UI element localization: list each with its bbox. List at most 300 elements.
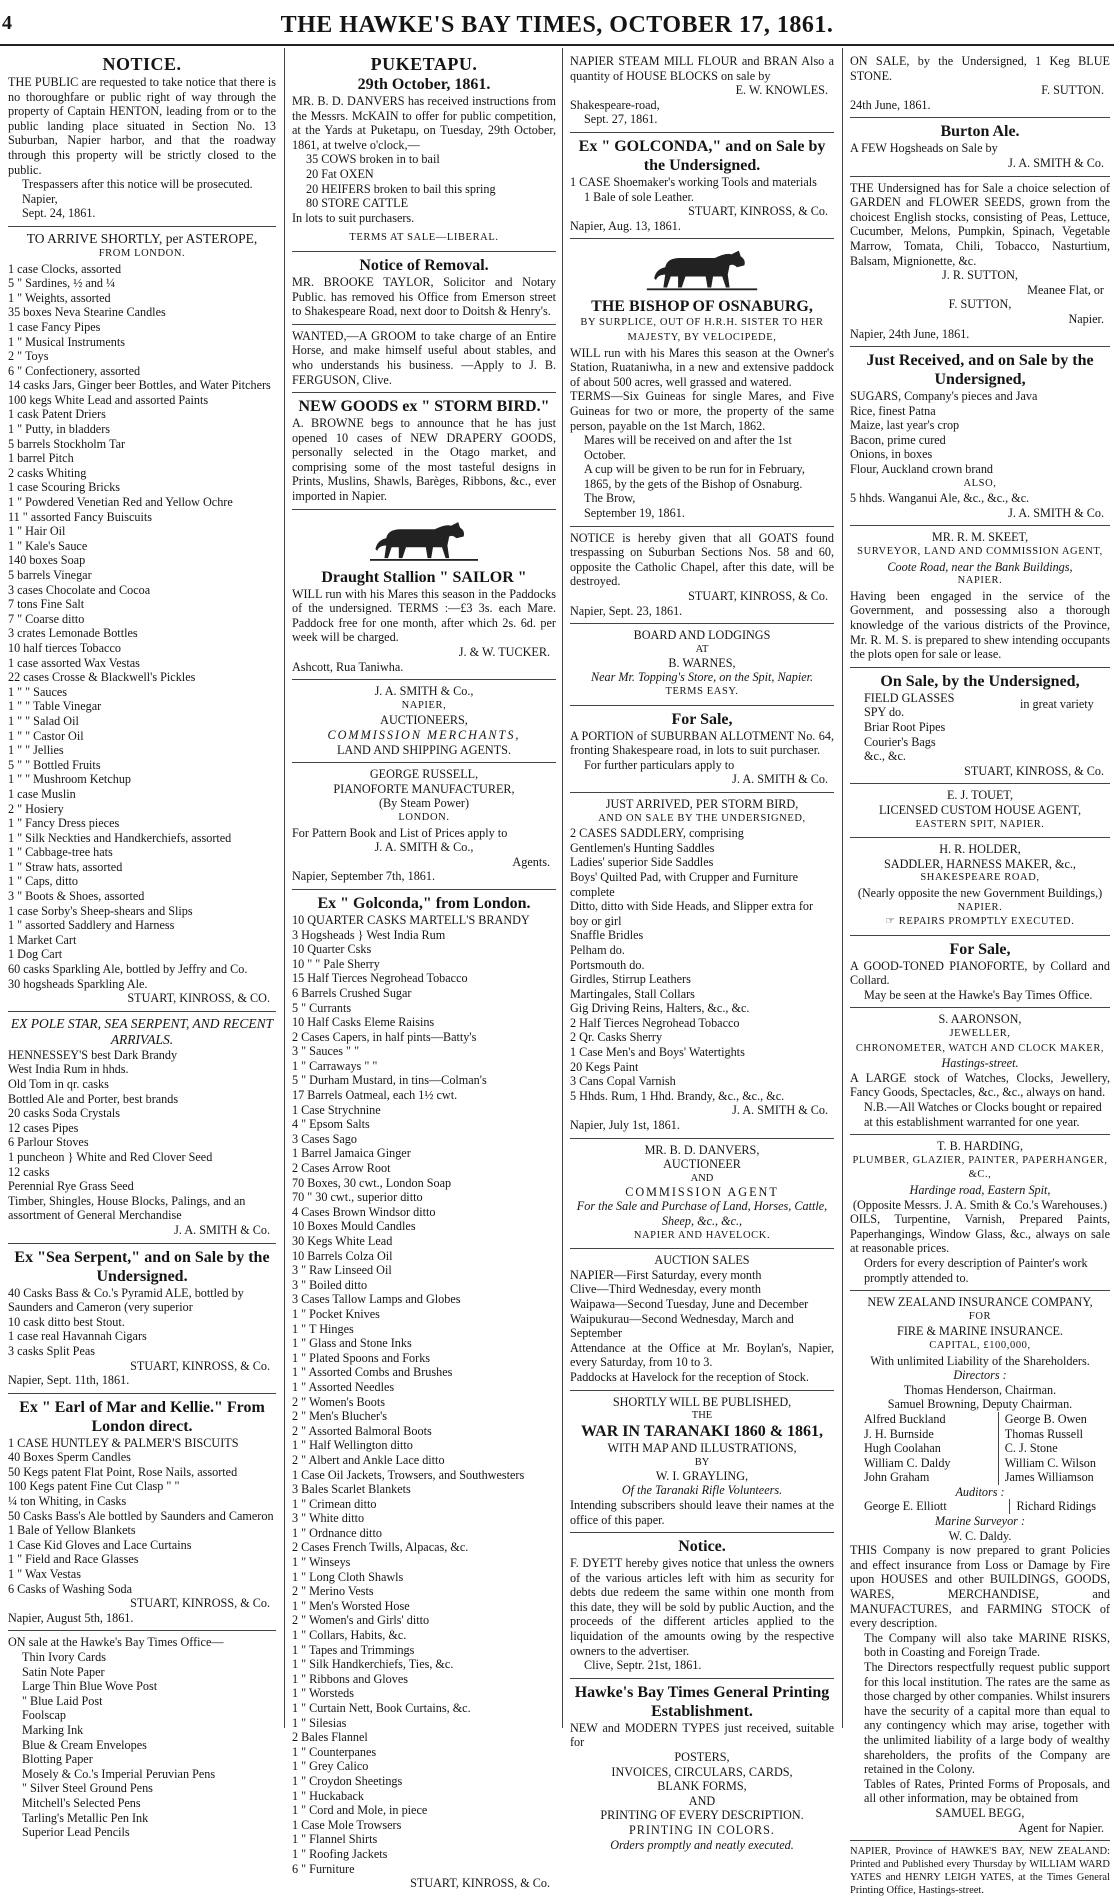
ad-text: Orders promptly and neatly executed. [610, 1837, 794, 1852]
list-item: 1 Case Mole Trowsers [292, 1817, 402, 1832]
ad-role: JEWELLER, [949, 1028, 1011, 1040]
list-item: 1 " Hair Oil [8, 524, 66, 539]
list-item: 1 " Cabbage-tree hats [8, 845, 113, 860]
list-item: 1 puncheon } White and Red Clover Seed [8, 1149, 213, 1164]
list-item: INVOICES, CIRCULARS, CARDS, [611, 1764, 793, 1779]
list-item: 1 " Cord and Mole, in piece [292, 1803, 428, 1818]
list-item: 1 " Men's Worsted Hose [292, 1598, 410, 1613]
list-item: Thin Ivory Cards [22, 1650, 106, 1664]
list-item: Briar Root Pipes [864, 719, 946, 734]
ad-title: Just Received, and on Sale by the Undersigned, [866, 352, 1094, 389]
list-item: 20 Kegs Paint [570, 1059, 639, 1074]
list-item: 3 Hogsheads } West India Rum [292, 927, 446, 942]
ad-title: Ex "Sea Serpent," and on Sale by the Undersigned. [14, 1248, 270, 1285]
list-item: 80 STORE CATTLE [306, 196, 409, 211]
ad-place: SHAKESPEARE ROAD, [920, 872, 1040, 884]
ad-place: Shakespeare-road, [570, 97, 660, 112]
list-item: 2 Qr. Casks Sherry [570, 1030, 663, 1045]
ad-text: A FEW Hogsheads on Sale by [850, 141, 998, 156]
column-1 [4, 50, 280, 1840]
ad-text: A. BROWNE begs to announce that he has just opened 10 cases of NEW DRAPERY GOODS, personally selected in the Otago market, and comprising some of the most tasteful designs in Prints, Muslins, Shawls, Barèges, Ribbons, &c., ever imported in Napier. [292, 416, 556, 504]
ad-title: E. J. TOUET, [946, 788, 1013, 803]
list-item: 10 Half Casks Eleme Raisins [292, 1015, 435, 1030]
ad-title: For Sale, [949, 940, 1011, 958]
list-item: Pelham do. [570, 942, 625, 957]
ad-place: The Brow, [584, 491, 636, 506]
auditor: George E. Elliott [864, 1499, 947, 1514]
list-item: Ditto, ditto with Side Heads, and Slipper extra for boy or girl [570, 899, 814, 928]
list-item: 1 Case Oil Jackets, Trowsers, and Southwesters [292, 1467, 525, 1482]
ad-title: Ex " Earl of Mar and Kellie." From London direct. [19, 1398, 265, 1435]
ad-title: NEW GOODS ex " STORM BIRD." [298, 398, 550, 416]
director-name: George B. Owen [1004, 1411, 1087, 1426]
ad-sign: STUART, KINROSS, & CO. [127, 991, 270, 1006]
ad-text: For the Sale and Purchase of Land, Horses, Cattle, Sheep, &c., &c., [576, 1199, 828, 1228]
ad-sign: F. SUTTON, [948, 297, 1012, 312]
ad-place: Napier. [1068, 311, 1104, 326]
list-item: Timber, Shingles, House Blocks, Palings, and an assortment of General Merchandise [8, 1193, 246, 1223]
ad-title: TO ARRIVE SHORTLY, per ASTEROPE, [26, 230, 258, 246]
list-item: 1 " " Salad Oil [8, 713, 79, 728]
ad-date: Napier, July 1st, 1861. [570, 1118, 680, 1133]
list-item: 1 " Carraways " " [292, 1058, 378, 1073]
list-item: Foolscap [22, 1708, 67, 1723]
ad-heading: Marine Surveyor : [934, 1514, 1026, 1529]
ad-place: Ashcott, Rua Taniwha. [292, 659, 404, 674]
list-item: 1 case Scouring Bricks [8, 480, 121, 495]
list-item: Mitchell's Selected Pens [22, 1795, 141, 1810]
column-rule [562, 48, 563, 1728]
ad-removal [292, 252, 556, 325]
list-item: Onions, in boxes [850, 447, 933, 462]
ad-title: PUKETAPU. [370, 54, 478, 74]
list-item: 1 barrel Pitch [8, 451, 74, 466]
ad-title: MR. R. M. SKEET, [931, 530, 1029, 545]
list-item: 70 Boxes, 30 cwt., London Soap [292, 1175, 452, 1190]
list-item: 2 " Women's and Girls' ditto [292, 1613, 430, 1628]
list-item: 35 COWS broken in to bail [306, 152, 440, 167]
ad-blue-stone [850, 50, 1110, 118]
ad-text: THE [691, 1410, 713, 1422]
list-item: 1 case Clocks, assorted [8, 261, 122, 276]
list-item: 1 " Powdered Venetian Red and Yellow Ochre [8, 495, 233, 510]
ad-text: A LARGE stock of Watches, Clocks, Jewellery, Fancy Goods, Spectacles, &c., &c., always on hand. [850, 1070, 1110, 1100]
list-item: 1 " " Table Vinegar [8, 699, 102, 714]
list-item: Girdles, Stirrup Leathers [570, 972, 691, 987]
ad-text: THIS Company is now prepared to grant Policies and effect insurance from Loss or Damage by Fire upon HOUSES and other BUILDINGS, GOODS, WARES, MERCHANDISE, and MANUFACTURES, and FARMING STOCK of every description. [850, 1543, 1110, 1631]
ad-title: For Sale, [671, 710, 733, 728]
ad-just-received [850, 347, 1110, 526]
list-item: 1 " Silesias [292, 1715, 347, 1730]
ad-text: 5 hhds. Wanganui Ale, &c., &c., &c. [850, 491, 1030, 506]
list-item: " Silver Steel Ground Pens [22, 1781, 153, 1796]
ad-title: EX POLE STAR, SEA SERPENT, AND RECENT ARRIVALS. [10, 1015, 274, 1047]
list-item: 6 Barrels Crushed Sugar [292, 985, 412, 1000]
imprint: NAPIER, Province of HAWKE'S BAY, NEW ZEALAND: Printed and Published every Thursday by WILLIAM WARD YATES and HENRY LEIGH YATES, at the Times General Printing Office, Hastings-street. [850, 1846, 1110, 1897]
ad-text: The Company will also take MARINE RISKS, both in Coasting and Foreign Trade. [864, 1630, 1110, 1660]
newspaper-title: THE HAWKE'S BAY TIMES, OCTOBER 17, 1861. [280, 12, 834, 38]
list-item: Clive—Third Wednesday, every month [570, 1282, 761, 1297]
ad-danvers [570, 1139, 834, 1250]
ad-date: September 19, 1861. [584, 506, 685, 521]
ad-text: For further particulars apply to [584, 757, 735, 772]
horse-icon [646, 247, 758, 293]
list-item: 1 " Counterpanes [292, 1744, 377, 1759]
ad-role: PLUMBER, GLAZIER, PAINTER, PAPERHANGER, &C., [852, 1154, 1108, 1181]
list-item: Mosely & Co.'s Imperial Peruvian Pens [22, 1766, 216, 1781]
list-item: Blotting Paper [22, 1752, 93, 1767]
ad-name: B. WARNES, [668, 655, 736, 670]
ad-touet [850, 784, 1110, 838]
item-list [850, 691, 1020, 764]
list-item: 1 " Crimean ditto [292, 1496, 377, 1511]
list-item: 1 " Plated Spoons and Forks [292, 1350, 431, 1365]
ad-text: WILL run with his Mares this season in the Paddocks of the undersigned. TERMS :—£3 3s. each Mare. Paddock free for one month, after which 2s. 6d. per week will be charged. [292, 586, 556, 645]
ad-text: 10 QUARTER CASKS MARTELL'S BRANDY [292, 912, 530, 927]
ad-sign: J. A. SMITH & Co., [374, 840, 474, 855]
page-number: 4 [2, 12, 12, 34]
ad-text: Intending subscribers should leave their names at the office of this paper. [570, 1497, 834, 1527]
ad-date: Napier, Sept. 23, 1861. [570, 603, 683, 618]
list-item: HENNESSEY'S best Dark Brandy [8, 1047, 178, 1062]
list-item: 20 casks Soda Crystals [8, 1106, 121, 1121]
ad-title: Burton Ale. [940, 123, 1020, 141]
ad-title: BOARD AND LODGINGS [633, 628, 771, 643]
ad-text: TERMS—Six Guineas for single Mares, and Five Guineas for two or more, the property of the same person, payable on the 1st March, 1862. [570, 389, 834, 433]
list-item: 1 case assorted Wax Vestas [8, 655, 140, 670]
list-item: FIELD GLASSES [864, 690, 955, 705]
list-item: 1 " Wax Vestas [8, 1567, 81, 1582]
list-item: Large Thin Blue Wove Post [22, 1679, 158, 1694]
ad-text: PRINTING IN COLORS. [629, 1823, 775, 1837]
ad-text: W. C. Daldy. [948, 1528, 1012, 1543]
ad-asterope [8, 227, 276, 1012]
list-item: 1 " assorted Saddlery and Harness [8, 918, 175, 933]
ad-title: WAR IN TARANAKI 1860 & 1861, [580, 1423, 824, 1441]
ad-date: 24th June, 1861. [850, 97, 931, 112]
item-list [8, 1436, 276, 1597]
list-item: 1 " Kale's Sauce [8, 538, 88, 553]
list-item: Flour, Auckland crown brand [850, 462, 994, 477]
ad-text: A cup will be given to be run for in February, 1865, by the gets of the Bishop of Osnaburg. [584, 462, 805, 491]
list-item: 1 " Musical Instruments [8, 334, 126, 349]
ad-text: 1 CASE Shoemaker's working Tools and materials [570, 174, 817, 189]
list-item: PRINTING OF EVERY DESCRIPTION. [600, 1808, 804, 1823]
ad-golconda-tools [570, 133, 834, 239]
list-item: 1 " Silk Neckties and Handkerchiefs, assorted [8, 830, 232, 845]
ad-role: SADDLER, HARNESS MAKER, &c., [884, 856, 1076, 871]
item-list [570, 1268, 834, 1341]
ad-aaronson [850, 1008, 1110, 1135]
list-item: 1 " Croydon Sheetings [292, 1773, 403, 1788]
list-item: 1 " " Sauces [8, 684, 68, 699]
ad-place: LONDON. [398, 811, 450, 823]
list-item: ¼ ton Whiting, in Casks [8, 1494, 127, 1509]
ad-title: AUCTION SALES [654, 1253, 750, 1268]
ad-title: Ex " Golconda," from London. [317, 894, 531, 912]
list-item: 1 " Assorted Combs and Brushes [292, 1365, 453, 1380]
ad-terms: TERMS AT SALE—LIBERAL. [349, 232, 499, 244]
list-item: 5 " Currants [292, 1000, 352, 1015]
ad-printing [570, 1679, 834, 1857]
ad-role: LICENSED CUSTOM HOUSE AGENT, [878, 802, 1081, 817]
ad-title: Draught Stallion " SAILOR " [321, 568, 527, 586]
list-item: 2 casks Whiting [8, 465, 87, 480]
ad-title: THE BISHOP OF OSNABURG, [591, 298, 813, 316]
ad-sign: STUART, KINROSS, & Co. [688, 204, 828, 219]
horse-icon [370, 518, 478, 564]
item-list [570, 826, 834, 1103]
ad-subtitle: FIRE & MARINE INSURANCE. [897, 1324, 1063, 1339]
list-item: 70 " 30 cwt., superior ditto [292, 1190, 423, 1205]
ad-field-glasses [850, 668, 1110, 785]
list-item: 6 " Furniture [292, 1861, 355, 1876]
ad-role: AUCTIONEERS, [380, 713, 468, 728]
list-item: 30 Kegs White Lead [292, 1234, 393, 1248]
ad-role: SURVEYOR, LAND AND COMMISSION AGENT, [857, 546, 1103, 558]
list-item: Blue & Cream Envelopes [22, 1737, 147, 1752]
ad-role: AUCTIONEER [663, 1157, 741, 1172]
ad-role: LAND AND SHIPPING AGENTS. [336, 742, 512, 757]
ad-text: N.B.—All Watches or Clocks bought or repaired at this establishment warranted for one year. [864, 1100, 1102, 1129]
ad-text: Tables of Rates, Printed Forms of Proposals, and all other information, may be obtained from [864, 1776, 1110, 1806]
list-item: 3 " Boots & Shoes, assorted [8, 889, 145, 904]
list-item: 1 Dog Cart [8, 947, 63, 962]
ad-text: Trespassers after this notice will be prosecuted. [22, 177, 253, 192]
list-item: 100 kegs White Lead and assorted Paints [8, 392, 209, 407]
list-item: 11 " assorted Fancy Buiscuits [8, 509, 152, 524]
ad-title: Ex " GOLCONDA," and on Sale by the Undersigned. [578, 137, 826, 174]
ad-text: NAPIER STEAM MILL FLOUR and BRAN Also a quantity of HOUSE BLOCKS on sale by [570, 54, 834, 83]
ad-text: CAPITAL, £100,000, [929, 1339, 1031, 1351]
list-item: 3 Cases Tallow Lamps and Globes [292, 1292, 461, 1307]
ad-sign: Napier, [22, 191, 58, 206]
list-item: Gig Driving Reins, Halters, &c., &c. [570, 1001, 750, 1016]
list-item: 50 Kegs patent Flat Point, Rose Nails, assorted [8, 1464, 238, 1479]
list-item: Portsmouth do. [570, 957, 645, 972]
list-item: 1 " Caps, ditto [8, 874, 78, 889]
list-item: 7 " Coarse ditto [8, 611, 85, 626]
ad-date: Napier, August 5th, 1861. [8, 1610, 134, 1625]
list-item: 1 " T Hinges [292, 1321, 354, 1336]
ad-text: MR. B. D. DANVERS has received instructions from the Messrs. McKAIN to offer for public competition, at the Yards at Puketapu, on Tuesday, 29th October, 1861, at twelve o'clock,— [292, 94, 556, 152]
ad-text [850, 915, 1110, 930]
ad-date: Napier, 24th June, 1861. [850, 326, 970, 341]
ad-subtitle: AND ON SALE BY THE UNDERSIGNED, [598, 812, 806, 824]
list-item: 1 " " Mushroom Ketchup [8, 772, 132, 787]
ad-storm-bird [292, 393, 556, 510]
ad-title: NOTICE. [102, 54, 182, 74]
list-item: 5 " Sardines, ½ and ¼ [8, 276, 116, 291]
ad-sign: J. A. SMITH & Co. [174, 1222, 270, 1237]
list-item: 10 cask ditto best Stout. [8, 1314, 125, 1329]
ad-title: NEW ZEALAND INSURANCE COMPANY, [867, 1295, 1093, 1310]
ad-puketapu [292, 50, 556, 252]
list-item: 1 Barrel Jamaica Ginger [292, 1146, 411, 1161]
list-item: 5 " Durham Mustard, in tins—Colman's [292, 1073, 487, 1088]
ad-terms: TERMS EASY. [665, 686, 739, 697]
list-item: 2 CASES SADDLERY, comprising [570, 826, 744, 841]
item-list [8, 1286, 276, 1359]
list-item: 50 Casks Bass's Ale bottled by Saunders and Cameron [8, 1508, 274, 1523]
list-item: 4 Cases Brown Windsor ditto [292, 1204, 436, 1219]
column-2 [288, 50, 560, 1891]
list-item: 1 " Collars, Habits, &c. [292, 1628, 407, 1643]
list-item: Bacon, prime cured [850, 432, 946, 447]
ad-date: Sept. 24, 1861. [22, 206, 96, 221]
list-item: 5 " " Bottled Fruits [8, 757, 101, 772]
ad-sign: STUART, KINROSS, & Co. [688, 589, 828, 604]
ad-text: SHORTLY WILL BE PUBLISHED, [612, 1394, 792, 1409]
list-item: 2 " Women's Boots [292, 1394, 385, 1409]
list-item: " Blue Laid Post [22, 1693, 103, 1708]
ad-saddlery [570, 793, 834, 1139]
ad-place: Near Mr. Topping's Store, on the Spit, Napier. [590, 670, 814, 685]
list-item: Boys' Quilted Pad, with Crupper and Furniture complete [570, 869, 798, 899]
list-item: 1 " Ribbons and Gloves [292, 1671, 409, 1686]
ad-sea-serpent [8, 1244, 276, 1394]
ad-date: Napier, September 7th, 1861. [292, 869, 436, 884]
list-item: 17 Barrels Oatmeal, each 1½ cwt. [292, 1088, 458, 1103]
list-item: 1 case Sorby's Sheep-shears and Slips [8, 903, 193, 918]
ad-seeds [850, 177, 1110, 348]
ad-auction-sales [570, 1249, 834, 1390]
list-item: 1 " Weights, assorted [8, 290, 111, 305]
ad-text: In lots to suit purchasers. [292, 210, 415, 225]
list-item: 1 Market Cart [8, 932, 77, 947]
ad-text: A PORTION of SUBURBAN ALLOTMENT No. 64, fronting Shakespeare road, in lots to suit purchaser. [570, 728, 834, 758]
auditor: Richard Ridings [1009, 1499, 1096, 1514]
list-item: 40 Boxes Sperm Candles [8, 1450, 131, 1465]
list-item: 2 " Hosiery [8, 801, 64, 816]
ad-text: Mares will be received on and after the 1st October. [584, 433, 792, 462]
list-item: 1 " Roofing Jackets [292, 1846, 388, 1861]
list-item: 15 Half Tierces Negrohead Tobacco [292, 971, 468, 986]
ad-place: EASTERN SPIT, NAPIER. [915, 818, 1045, 830]
ad-title: Notice. [678, 1538, 726, 1556]
ad-text: Thomas Henderson, Chairman. [903, 1382, 1057, 1397]
list-item: 1 " Huckaback [292, 1788, 364, 1803]
list-item: 3 " Raw Linseed Oil [292, 1263, 392, 1278]
ad-groom-wanted [292, 325, 556, 393]
item-list [292, 152, 556, 210]
ad-place: NAPIER, [401, 699, 447, 711]
list-item: Tarling's Metallic Pen Ink [22, 1810, 149, 1825]
directors-right [998, 1412, 1096, 1485]
ad-text: FOR [968, 1310, 992, 1322]
list-item: 1 case real Havannah Cigars [8, 1329, 147, 1344]
director-name: William C. Daldy [864, 1455, 951, 1470]
ad-sign: F. SUTTON. [1041, 83, 1104, 98]
ad-text: Paddocks at Havelock for the reception of Stock. [570, 1369, 809, 1384]
ad-allotment-sale [570, 706, 834, 793]
list-item: 12 casks [8, 1164, 50, 1179]
ad-text: (Nearly opposite the new Government Buildings,) [857, 885, 1103, 900]
ad-date: 29th October, 1861. [357, 76, 491, 93]
ad-name: W. I. GRAYLING, [655, 1468, 749, 1483]
ad-sign: STUART, KINROSS, & Co. [130, 1596, 270, 1611]
list-item: Martingales, Stall Collars [570, 986, 695, 1001]
list-item: 3 " Boiled ditto [292, 1277, 368, 1292]
ad-smith-auctioneers [292, 680, 556, 763]
list-item: &c., &c. [864, 749, 906, 764]
ad-dyett-notice [570, 1533, 834, 1679]
ad-date: Napier, Aug. 13, 1861. [570, 218, 681, 233]
ad-sign: SAMUEL BEGG, [935, 1805, 1025, 1820]
ad-sign: STUART, KINROSS, & Co. [410, 1876, 550, 1891]
ad-harding [850, 1135, 1110, 1291]
ad-place: Hastings-street. [941, 1056, 1019, 1071]
item-list [570, 1750, 834, 1823]
list-item: 1 Bale of Yellow Blankets [8, 1523, 136, 1538]
list-item: 3 casks Split Peas [8, 1343, 96, 1358]
item-list [8, 262, 276, 992]
ad-text: AND [690, 1172, 714, 1184]
list-item: 30 hogsheads Sparkling Ale. [8, 976, 148, 991]
list-item: 1 " Curtain Nett, Book Curtains, &c. [292, 1701, 471, 1715]
director-name: Alfred Buckland [864, 1411, 946, 1426]
list-item: 1 " Worsteds [292, 1686, 354, 1701]
ad-stationery [8, 1631, 276, 1844]
ad-pole-star [8, 1012, 276, 1244]
list-item: 5 Hhds. Rum, 1 Hhd. Brandy, &c., &c., &c. [570, 1088, 785, 1103]
item-list [8, 1048, 276, 1223]
masthead [0, 8, 1114, 46]
ad-skeet [850, 526, 1110, 667]
list-item: Maize, last year's crop [850, 418, 960, 433]
list-item: West India Rum in hhds. [8, 1062, 129, 1077]
list-item: Waipukurau—Second Wednesday, March and September [570, 1311, 794, 1341]
list-item: 3 Bales Scarlet Blankets [292, 1482, 411, 1497]
ad-text: Samuel Browning, Deputy Chairman. [887, 1397, 1073, 1412]
list-item: 1 cask Patent Driers [8, 407, 106, 422]
ad-burton-ale [850, 118, 1110, 176]
ad-sign: J. & W. TUCKER. [458, 645, 550, 660]
director-name: James Williamson [1004, 1470, 1094, 1485]
ad-sign: J. R. SUTTON, [942, 268, 1018, 283]
list-item: Waipawa—Second Tuesday, June and December [570, 1296, 809, 1311]
column-4 [846, 50, 1114, 1897]
list-item: 1 Case Kid Gloves and Lace Curtains [8, 1537, 192, 1552]
ad-sign: Agent for Napier. [1018, 1820, 1104, 1835]
list-item: 2 Cases Arrow Root [292, 1161, 391, 1176]
ad-text: in great variety [1020, 696, 1094, 711]
ad-subtitle: BY SURPLICE, OUT OF H.R.H. SISTER TO HER MAJESTY, BY VELOCIPEDE, [580, 317, 824, 343]
list-item: Satin Note Paper [22, 1664, 105, 1679]
ad-holder [850, 838, 1110, 936]
ad-notice [8, 50, 276, 227]
ad-pianoforte [850, 936, 1110, 1009]
ad-subtitle: WITH MAP AND ILLUSTRATIONS, [607, 1441, 797, 1456]
ad-place: Hardinge road, Eastern Spit, [909, 1183, 1051, 1197]
list-item: 1 " Tapes and Trimmings [292, 1642, 415, 1657]
ad-text: 1 Bale of sole Leather. [584, 189, 694, 204]
list-item: Perennial Rye Grass Seed [8, 1179, 134, 1194]
ad-title: Hawke's Bay Times General Printing Establishment. [574, 1683, 830, 1720]
ad-sign: STUART, KINROSS, & Co. [130, 1358, 270, 1373]
list-item: 1 " Ordnance ditto [292, 1525, 382, 1540]
ad-text: WANTED,—A GROOM to take charge of an Entire Horse, and make himself useful about stables, and who understands his business. —Apply to J. B. FERGUSON, Clive. [292, 328, 556, 387]
list-item: 1 " Pocket Knives [292, 1306, 380, 1321]
ad-text: (By Steam Power) [378, 796, 470, 811]
ad-text: A GOOD-TONED PIANOFORTE, by Collard and Collard. [850, 958, 1110, 988]
list-item: 1 " Assorted Needles [292, 1379, 395, 1394]
list-item: Ladies' superior Side Saddles [570, 855, 714, 870]
ad-earl-of-mar [8, 1394, 276, 1632]
ad-sign: Agents. [512, 854, 550, 869]
ad-subtitle: FROM LONDON. [98, 247, 186, 259]
list-item: 1 " Putty, in bladders [8, 422, 111, 437]
